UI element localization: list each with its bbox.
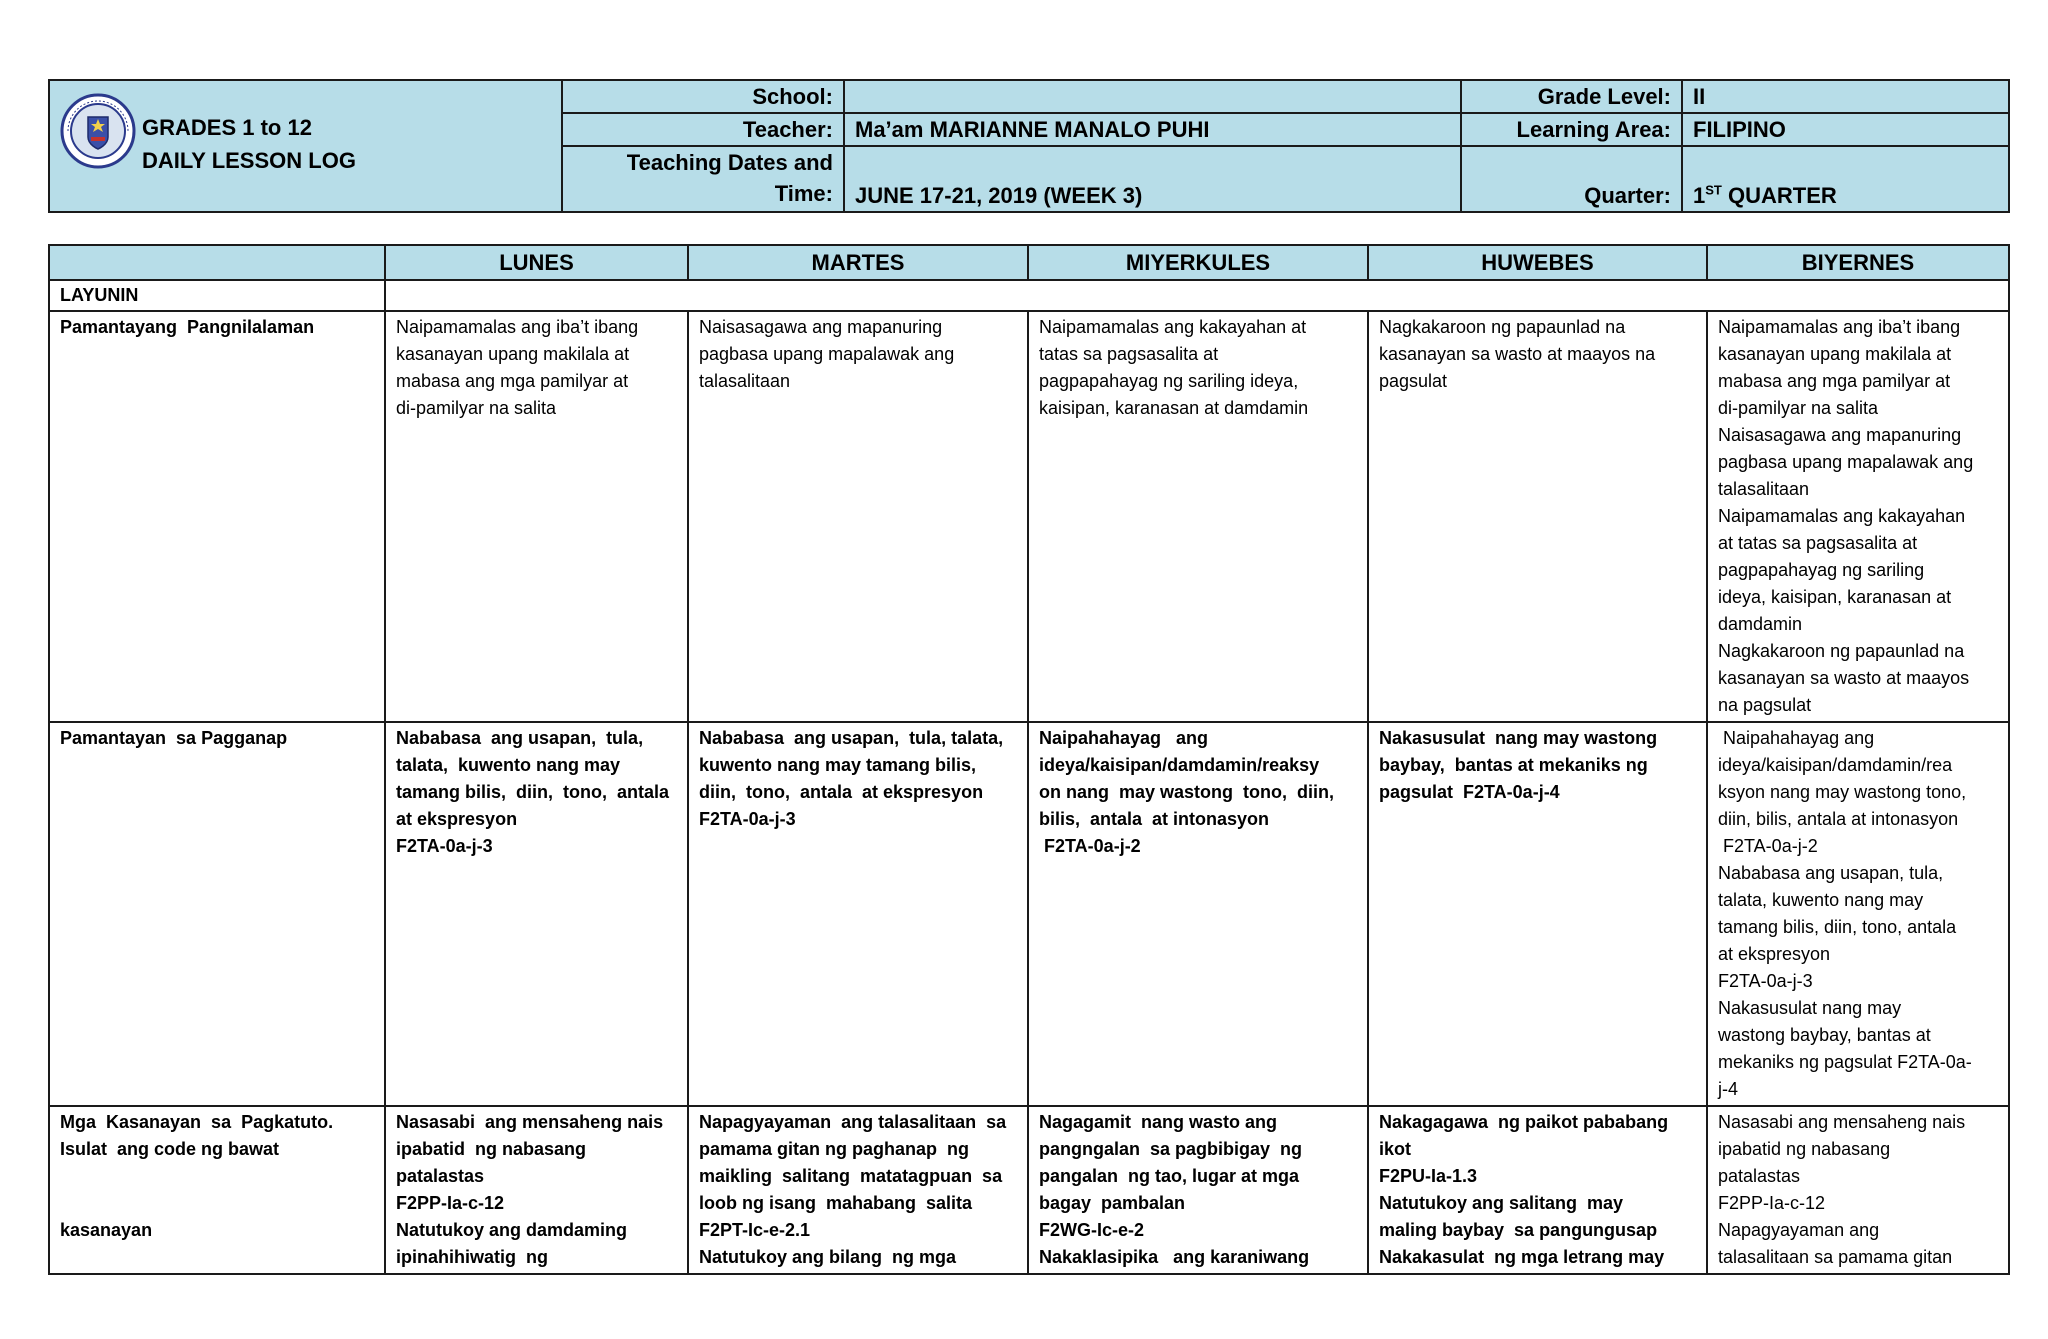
cell-line: Napagyayaman ang [1718,1220,1880,1240]
cell-line: Nagkakaroon ng papaunlad na [1718,641,1965,661]
cell-line: bagay pambalan [1039,1193,1186,1213]
cell-line: Nasasabi ang mensaheng nais [396,1112,664,1132]
cell-line: Pamantayan sa Pagganap [60,728,288,748]
cell-huwebes [1368,311,1707,722]
cell-line: tamang bilis, diin, tono, antala [396,782,670,802]
cell-line: mekaniks ng pagsulat F2TA-0a- [1718,1052,1972,1072]
cell-line: ideya, kaisipan, karanasan at [1718,587,1952,607]
cell-line: Naisasagawa ang mapanuring [1718,425,1962,445]
cell-line: talasalitaan [699,371,791,391]
cell-line: Naipamamalas ang iba’t ibang [1718,317,1961,337]
cell-line: di-pamilyar na salita [396,398,557,418]
cell-line: ipabatid ng nabasang [396,1139,587,1159]
cell-line: tatas sa pagsasalita at [1039,344,1219,364]
cell-line: pagbasa upang mapalawak ang [699,344,955,364]
cell-line: ideya/kaisipan/damdamin/reaksy [1039,755,1320,775]
header-table [48,79,2010,213]
cell-line: at ekspresyon [1718,944,1831,964]
cell-line: Naipahahayag ang [1039,728,1209,748]
cell-huwebes [1368,722,1707,1106]
quarter-label: Quarter: [1461,146,1682,212]
cell-huwebes [1368,1106,1707,1274]
lesson-log-table [48,244,2010,1275]
cell-line: pamama gitan ng paghanap ng [699,1139,970,1159]
cell-line: kasanayan upang makilala at [396,344,630,364]
cell-line: ipinahihiwatig ng [396,1247,548,1267]
cell-line: Naipamamalas ang kakayahan at [1039,317,1307,337]
cell-line: at ekspresyon [396,809,518,829]
cell-line: F2TA-0a-j-2 [1718,836,1818,856]
learning-area-value: FILIPINO [1682,113,2009,146]
cell-line: maling baybay sa pangungusap [1379,1220,1658,1240]
cell-line: F2TA-0a-j-3 [699,809,796,829]
teaching-dates-label [562,146,844,212]
quarter-number: 1 [1693,183,1706,208]
school-value [844,80,1461,113]
cell-line: Nakasusulat nang may [1718,998,1902,1018]
cell-line: Nasasabi ang mensaheng nais [1718,1112,1966,1132]
cell-line: F2WG-Ic-e-2 [1039,1220,1145,1240]
section-row [49,280,2009,311]
cell-line: talata, kuwento nang may [1718,890,1924,910]
cell-martes [688,1106,1028,1274]
deped-seal-icon [60,93,136,169]
form-title-line2: DAILY LESSON LOG [142,148,356,173]
cell-miyerkules [1028,311,1368,722]
learning-area-label: Learning Area: [1461,113,1682,146]
cell-line: pagbasa upang mapalawak ang [1718,452,1974,472]
cell-line: Mga Kasanayan sa Pagkatuto. [60,1112,334,1132]
cell-line: ipabatid ng nabasang [1718,1139,1891,1159]
cell-line: F2TA-0a-j-3 [1718,971,1813,991]
cell-line: di-pamilyar na salita [1718,398,1879,418]
cell-line: Naipamamalas ang kakayahan [1718,506,1966,526]
day-header-miyerkules: MIYERKULES [1028,245,1368,280]
cell-line: baybay, bantas at mekaniks ng [1379,755,1648,775]
cell-line: pagpapahayag ng sariling [1718,560,1925,580]
teacher-value: Ma’am MARIANNE MANALO PUHI [844,113,1461,146]
day-header-row [49,245,2009,280]
cell-line: ideya/kaisipan/damdamin/rea [1718,755,1953,775]
cell-line: damdamin [1718,614,1803,634]
teaching-dates-label-line1: Teaching Dates and [626,150,833,175]
cell-line [60,1190,374,1217]
cell-line: patalastas [1718,1166,1801,1186]
cell-line: bilis, antala at intonasyon [1039,809,1270,829]
cell-line: Nababasa ang usapan, tula, talata, [699,728,1004,748]
cell-line: pangalan ng tao, lugar at mga [1039,1166,1300,1186]
row-label [49,311,385,722]
cell-line: F2PP-Ia-c-12 [1718,1193,1826,1213]
cell-line: loob ng isang mahabang salita [699,1193,973,1213]
table-row [49,722,2009,1106]
day-header-blank [49,245,385,280]
cell-line: F2TA-0a-j-3 [396,836,493,856]
cell-line: diin, tono, antala at ekspresyon [699,782,984,802]
cell-line: Natutukoy ang bilang ng mga [699,1247,957,1267]
cell-line: at tatas sa pagsasalita at [1718,533,1918,553]
cell-line [60,1163,374,1190]
cell-line: kasanayan [60,1220,153,1240]
cell-lunes [385,311,688,722]
cell-lunes [385,1106,688,1274]
row-label [49,1106,385,1274]
school-label: School: [562,80,844,113]
cell-line: maikling salitang matatagpuan sa [699,1166,1003,1186]
grade-level-value: II [1682,80,2009,113]
day-header-huwebes: HUWEBES [1368,245,1707,280]
cell-line: Natutukoy ang damdaming [396,1220,628,1240]
cell-line: Isulat ang code ng bawat [60,1139,280,1159]
cell-line: F2TA-0a-j-2 [1039,836,1141,856]
cell-line: pagsulat F2TA-0a-j-4 [1379,782,1560,802]
table-row [49,311,2009,722]
quarter-text: QUARTER [1721,183,1837,208]
cell-line: pagsulat [1379,371,1448,391]
cell-line: F2PT-Ic-e-2.1 [699,1220,811,1240]
cell-biyernes [1707,1106,2009,1274]
cell-line: Naisasagawa ang mapanuring [699,317,943,337]
cell-line: Nakakasulat ng mga letrang may [1379,1247,1665,1267]
cell-line: kasanayan sa wasto at maayos [1718,668,1970,688]
section-title: LAYUNIN [49,280,385,311]
cell-martes [688,311,1028,722]
cell-line: kasanayan sa wasto at maayos na [1379,344,1656,364]
table-row [49,1106,2009,1274]
cell-line: Napagyayaman ang talasalitaan sa [699,1112,1007,1132]
teaching-dates-value: JUNE 17-21, 2019 (WEEK 3) [844,146,1461,212]
cell-line: Natutukoy ang salitang may [1379,1193,1624,1213]
teacher-label: Teacher: [562,113,844,146]
cell-line: ikot [1379,1139,1412,1159]
cell-line: Naipamamalas ang iba’t ibang [396,317,639,337]
cell-line: Nababasa ang usapan, tula, [1718,863,1944,883]
cell-line: tamang bilis, diin, tono, antala [1718,917,1957,937]
row-label [49,722,385,1106]
cell-line: Nakaklasipika ang karaniwang [1039,1247,1310,1267]
day-header-biyernes: BIYERNES [1707,245,2009,280]
cell-line: on nang may wastong tono, diin, [1039,782,1334,802]
cell-line: talasalitaan [1718,479,1810,499]
teaching-dates-label-line2: Time: [774,181,833,206]
cell-line: Nakasusulat nang may wastong [1379,728,1658,748]
cell-miyerkules [1028,1106,1368,1274]
cell-line: diin, bilis, antala at intonasyon [1718,809,1959,829]
cell-line: Nababasa ang usapan, tula, [396,728,644,748]
section-spacer [385,280,2009,311]
day-header-lunes: LUNES [385,245,688,280]
cell-line: patalastas [396,1166,485,1186]
cell-martes [688,722,1028,1106]
cell-line: pagpapahayag ng sariling ideya, [1039,371,1299,391]
cell-line: Nakagagawa ng paikot pababang [1379,1112,1669,1132]
cell-line: mabasa ang mga pamilyar at [396,371,629,391]
cell-biyernes [1707,722,2009,1106]
cell-line: j-4 [1718,1079,1739,1099]
cell-line: F2PU-Ia-1.3 [1379,1166,1478,1186]
cell-line: Nagagamit nang wasto ang [1039,1112,1278,1132]
cell-line: wastong baybay, bantas at [1718,1025,1931,1045]
cell-line: pangngalan sa pagbibigay ng [1039,1139,1303,1159]
cell-line: mabasa ang mga pamilyar at [1718,371,1951,391]
quarter-suffix: ST [1705,182,1722,198]
cell-line: kaisipan, karanasan at damdamin [1039,398,1309,418]
cell-line: Naipahahayag ang [1718,728,1875,748]
logo-cell [49,80,562,212]
cell-line: talata, kuwento nang may [396,755,621,775]
cell-miyerkules [1028,722,1368,1106]
form-title-line1: GRADES 1 to 12 [142,115,312,140]
cell-line: talasalitaan sa pamama gitan [1718,1247,1953,1267]
cell-line: kasanayan upang makilala at [1718,344,1952,364]
cell-biyernes [1707,311,2009,722]
cell-line: Nagkakaroon ng papaunlad na [1379,317,1626,337]
quarter-value [1682,146,2009,212]
cell-lunes [385,722,688,1106]
cell-line: na pagsulat [1718,695,1812,715]
cell-line: F2PP-Ia-c-12 [396,1193,505,1213]
cell-line: Pamantayang Pangnilalaman [60,317,315,337]
day-header-martes: MARTES [688,245,1028,280]
cell-line: ksyon nang may wastong tono, [1718,782,1967,802]
cell-line: kuwento nang may tamang bilis, [699,755,977,775]
grade-level-label: Grade Level: [1461,80,1682,113]
